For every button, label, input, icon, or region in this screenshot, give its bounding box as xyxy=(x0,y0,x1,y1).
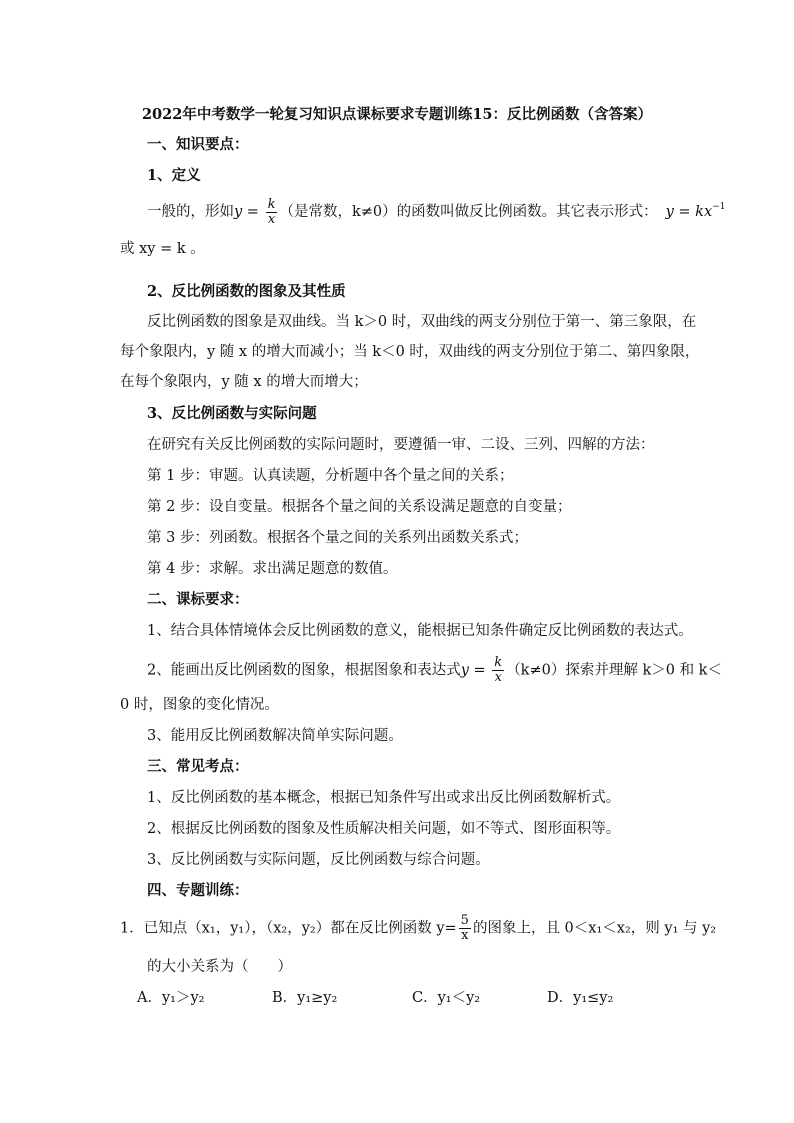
sub3-intro: 在研究有关反比例函数的实际问题时，要遵循一审、二设、三列、四解的方法： xyxy=(147,437,655,453)
def-fraction xyxy=(266,198,278,227)
item2-fraction-num: k xyxy=(494,655,503,670)
section3-item3: 3、反比例函数与实际问题，反比例函数与综合问题。 xyxy=(147,852,490,868)
section1-sub3-heading: 3、反比例函数与实际问题 xyxy=(147,405,317,422)
item2-text-b: （k≠0）探索并理解 k＞0 和 k＜ xyxy=(506,662,722,679)
definition-line-2: 或 xy = k 。 xyxy=(120,241,205,257)
section1-heading: 一、知识要点： xyxy=(147,136,249,153)
option-b: B．y₁≥y₂ xyxy=(272,990,338,1006)
item2-y: y = xyxy=(460,662,491,679)
q1-text-a: 1．已知点（x₁，y₁），（x₂，y₂）都在反比例函数 y= xyxy=(120,920,457,937)
section4-heading: 四、专题训练： xyxy=(147,882,249,899)
section3-item2: 2、根据反比例函数的图象及性质解决相关问题，如不等式、图形面积等。 xyxy=(147,821,621,837)
q1-fraction-num: 5 xyxy=(460,913,469,928)
section3-heading: 三、常见考点： xyxy=(147,758,249,775)
sub3-step2: 第 2 步：设自变量。根据各个量之间的关系设满足题意的自变量； xyxy=(147,499,572,515)
sub3-step1: 第 1 步：审题。认真读题，分析题中各个量之间的关系； xyxy=(147,468,514,484)
def-fraction-den: x xyxy=(267,211,276,227)
sub2-paragraph-line2: 每个象限内，y 随 x 的增大而减小；当 k＜0 时，双曲线的两支分别位于第二、第四象限， xyxy=(120,344,700,360)
section2-item3: 3、能用反比例函数解决简单实际问题。 xyxy=(147,728,403,744)
def-text-a: 一般的，形如 xyxy=(147,204,234,220)
option-c: C．y₁＜y₂ xyxy=(412,990,481,1006)
section2-item1: 1、结合具体情境体会反比例函数的意义，能根据已知条件确定反比例函数的表达式。 xyxy=(147,623,693,639)
q1-fraction-den: x xyxy=(461,928,469,943)
sub2-paragraph-line1: 反比例函数的图象是双曲线。当 k＞0 时，双曲线的两支分别位于第一、第三象限，在 xyxy=(147,314,697,330)
section3-item1: 1、反比例函数的基本概念，根据已知条件写出或求出反比例函数解析式。 xyxy=(147,790,621,806)
definition-line xyxy=(147,196,726,227)
document-title: 2022年中考数学一轮复习知识点课标要求专题训练15：反比例函数（含答案） xyxy=(141,106,653,123)
section2-item2 xyxy=(147,655,722,685)
sub3-step4: 第 4 步：求解。求出满足题意的数值。 xyxy=(147,561,398,577)
def-y: y = xyxy=(234,204,264,220)
sub2-paragraph-line3: 在每个象限内，y 随 x 的增大而增大； xyxy=(120,374,368,390)
def-fraction-num: k xyxy=(267,196,276,212)
question1 xyxy=(120,913,717,943)
section1-sub2-heading: 2、反比例函数的图象及其性质 xyxy=(147,283,346,300)
q1-text-b: 的图象上，且 0＜x₁＜x₂，则 y₁ 与 y₂ xyxy=(472,920,717,937)
def-exponent: −1 xyxy=(712,202,726,212)
question1-cont: 的大小关系为（ ） xyxy=(147,959,292,975)
option-d: D．y₁≤y₂ xyxy=(547,990,614,1006)
item2-fraction xyxy=(492,656,504,685)
section2-heading: 二、课标要求： xyxy=(147,591,249,608)
item2-fraction-den: x xyxy=(494,670,502,685)
section1-sub1-heading: 1、定义 xyxy=(147,167,201,184)
sub3-step3: 第 3 步：列函数。根据各个量之间的关系列出函数关系式； xyxy=(147,530,528,546)
option-a: A．y₁＞y₂ xyxy=(137,990,205,1006)
q1-fraction xyxy=(459,914,471,943)
def-text-c: y = kx xyxy=(665,204,713,220)
section2-item2-cont: 0 时，图象的变化情况。 xyxy=(120,697,279,713)
def-text-b: （是常数，k≠0）的函数叫做反比例函数。其它表示形式： xyxy=(279,204,658,220)
item2-text-a: 2、能画出反比例函数的图象，根据图象和表达式 xyxy=(147,662,461,679)
